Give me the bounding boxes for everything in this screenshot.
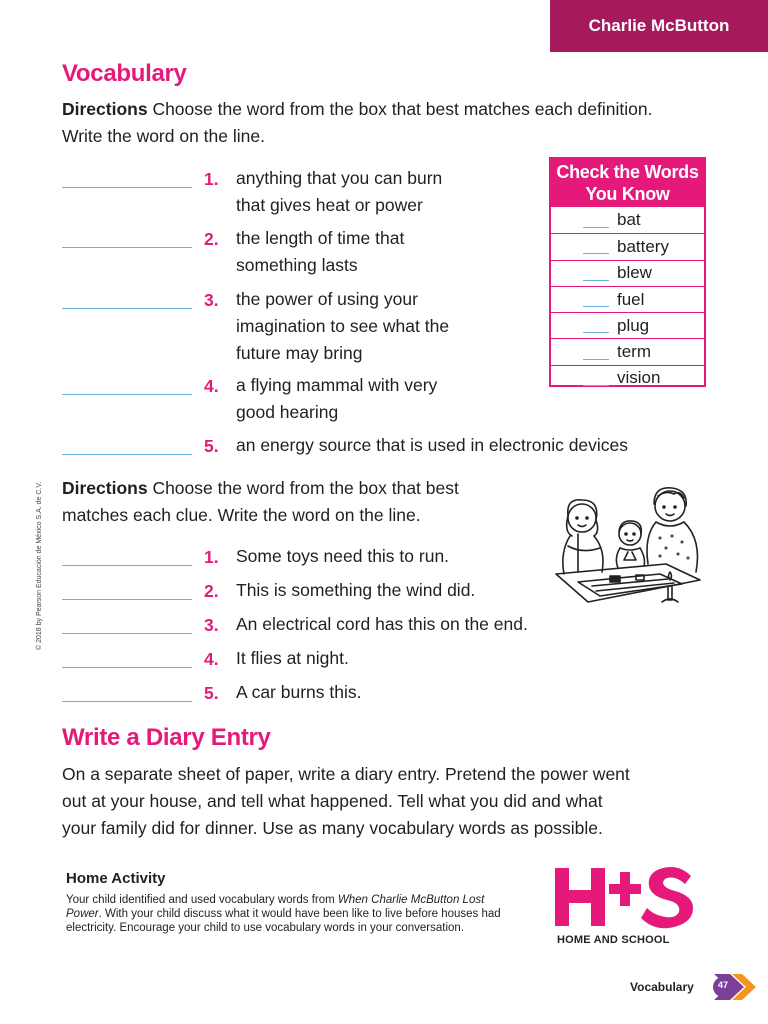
student-name-tab: [550, 0, 768, 52]
book-title: When Charlie McButton Lost Power: [66, 894, 485, 920]
word-plug: plug: [617, 315, 650, 335]
clue-5: A car burns this.: [236, 682, 362, 702]
definition-3: [236, 286, 449, 367]
word-fuel: fuel: [617, 289, 645, 309]
home-activity-text-b: . With your child discuss what it would have been like to live before houses had electricity. Encourage your child to use vocabulary words in your conversation.: [66, 908, 501, 934]
word-box: [549, 157, 706, 387]
definition-1-line-2: that gives heat or power: [236, 195, 423, 215]
definition-2-line-2: something lasts: [236, 255, 358, 275]
home-activity-text: [66, 893, 516, 935]
clue-directions-line-2: matches each clue. Write the word on the line.: [62, 505, 421, 525]
answer-line-clue-3[interactable]: [62, 633, 192, 634]
word-row-blew[interactable]: [551, 260, 704, 286]
answer-line-def-1[interactable]: [62, 187, 192, 188]
clue-2: This is something the wind did.: [236, 580, 476, 600]
word-box-title: [551, 159, 704, 207]
answer-line-def-4[interactable]: [62, 394, 192, 395]
word-vision: vision: [617, 368, 661, 388]
diary-title: Write a Diary Entry: [62, 724, 271, 751]
diary-line-1: On a separate sheet of paper, write a diary entry. Pretend the power went: [62, 764, 630, 784]
vocab-directions: [62, 96, 682, 150]
word-bat: bat: [617, 210, 641, 230]
page-number-badge: [708, 972, 758, 1002]
footer-section-label: Vocabulary: [630, 980, 694, 994]
copyright-notice: © 2018 by Pearson Educación de México S.A. de C.V.: [36, 481, 43, 650]
def-number-4: 4.: [204, 376, 219, 396]
check-blank[interactable]: [583, 345, 609, 360]
definition-3-line-1: the power of using your: [236, 289, 418, 309]
page-number: 47: [717, 980, 728, 990]
directions-label: Directions: [62, 99, 148, 119]
check-blank[interactable]: [583, 292, 609, 307]
word-row-term[interactable]: [551, 338, 704, 364]
check-blank[interactable]: [583, 266, 609, 281]
check-blank[interactable]: [583, 371, 609, 386]
logo-subtitle: HOME AND SCHOOL: [557, 934, 670, 946]
definition-3-line-3: future may bring: [236, 343, 363, 363]
def-number-3: 3.: [204, 290, 219, 310]
word-row-vision[interactable]: [551, 365, 704, 391]
word-row-plug[interactable]: [551, 312, 704, 338]
word-row-bat[interactable]: [551, 207, 704, 233]
clue-3: An electrical cord has this on the end.: [236, 614, 528, 634]
answer-line-clue-2[interactable]: [62, 599, 192, 600]
clue-number-5: 5.: [204, 683, 219, 703]
hs-logo-mark: [553, 862, 703, 932]
diary-line-2: out at your house, and tell what happened. Tell what you did and what: [62, 791, 603, 811]
definition-4: [236, 372, 437, 426]
definition-1-line-1: anything that you can burn: [236, 168, 443, 188]
directions-label-2: Directions: [62, 478, 148, 498]
check-blank[interactable]: [583, 239, 609, 254]
check-blank[interactable]: [583, 318, 609, 333]
answer-line-clue-5[interactable]: [62, 701, 192, 702]
word-row-battery[interactable]: [551, 233, 704, 259]
home-activity-title: Home Activity: [66, 870, 166, 887]
answer-line-clue-1[interactable]: [62, 565, 192, 566]
home-and-school-logo: [553, 862, 703, 950]
answer-line-def-3[interactable]: [62, 308, 192, 309]
def-number-1: 1.: [204, 169, 219, 189]
diary-line-3: your family did for dinner. Use as many vocabulary words as possible.: [62, 818, 603, 838]
definition-5: an energy source that is used in electronic devices: [236, 435, 629, 455]
check-blank[interactable]: [583, 213, 609, 228]
clue-directions-line-1: Choose the word from the box that best: [147, 478, 459, 498]
clue-number-4: 4.: [204, 649, 219, 669]
word-row-fuel[interactable]: [551, 286, 704, 312]
definition-2: [236, 225, 404, 279]
clue-4: It flies at night.: [236, 648, 349, 668]
answer-line-def-2[interactable]: [62, 247, 192, 248]
definition-4-line-2: good hearing: [236, 402, 339, 422]
definition-1: [236, 165, 442, 219]
word-box-title-line-2: You Know: [585, 184, 670, 204]
word-box-title-line-1: Check the Words: [556, 162, 699, 182]
student-name: Charlie McButton: [588, 16, 730, 35]
clue-number-2: 2.: [204, 581, 219, 601]
definition-3-line-2: imagination to see what the: [236, 316, 450, 336]
answer-line-clue-4[interactable]: [62, 667, 192, 668]
word-blew: blew: [617, 263, 652, 283]
clue-number-1: 1.: [204, 547, 219, 567]
def-number-2: 2.: [204, 229, 219, 249]
definition-2-line-1: the length of time that: [236, 228, 405, 248]
clue-directions: [62, 475, 532, 529]
family-board-game-illustration: [548, 476, 708, 612]
directions-text: Choose the word from the box that best matches each definition. Write the word on the line.: [62, 99, 653, 146]
definition-4-line-1: a flying mammal with very: [236, 375, 438, 395]
answer-line-def-5[interactable]: [62, 454, 192, 455]
word-term: term: [617, 342, 651, 362]
vocabulary-title: Vocabulary: [62, 60, 187, 87]
diary-instructions: [62, 761, 722, 842]
word-battery: battery: [617, 236, 669, 256]
clue-1: Some toys need this to run.: [236, 546, 450, 566]
clue-number-3: 3.: [204, 615, 219, 635]
home-activity-text-a: Your child identified and used vocabulary words from: [66, 894, 338, 906]
def-number-5: 5.: [204, 436, 219, 456]
